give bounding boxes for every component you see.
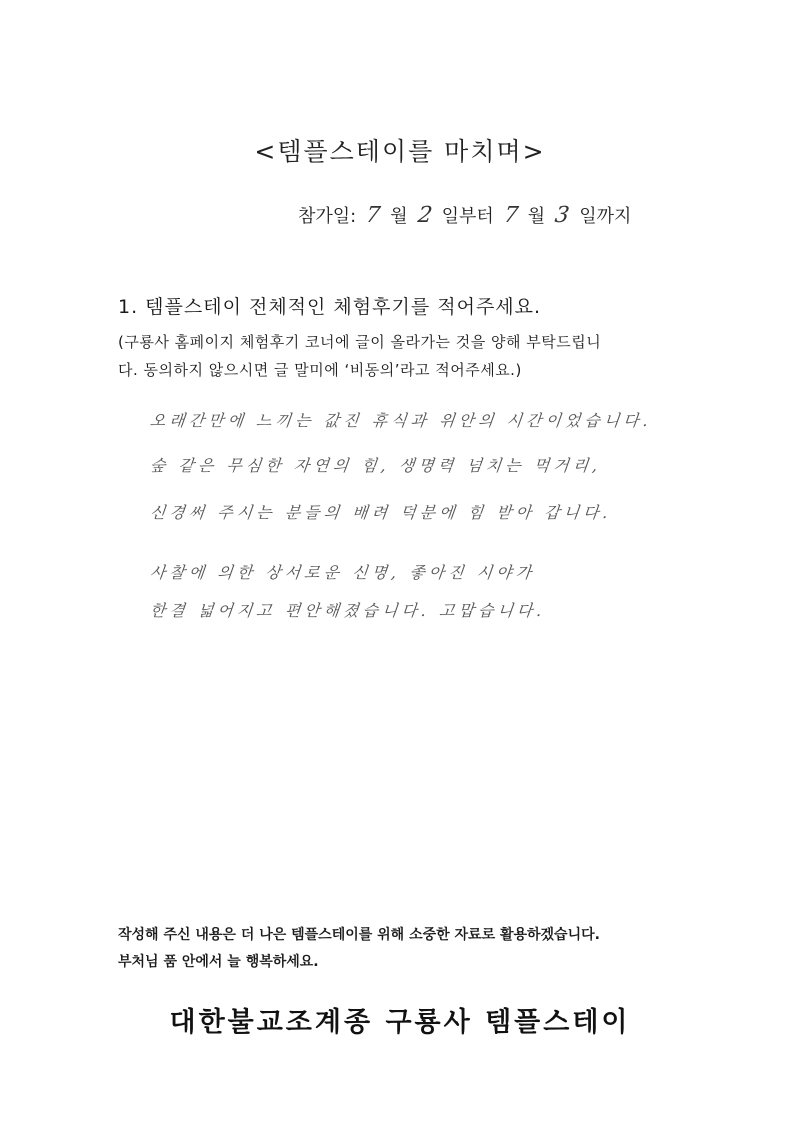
participation-label: 참가일: bbox=[298, 206, 357, 227]
question-heading: 1. 템플스테이 전체적인 체험후기를 적어주세요. bbox=[118, 296, 542, 318]
end-month-handwritten: 7 bbox=[502, 203, 520, 228]
handwritten-response-line: 숲 같은 무심한 자연의 힘, 생명력 넘치는 먹거리, bbox=[148, 456, 603, 475]
handwritten-response-line: 오래간만에 느끼는 값진 휴식과 위안의 시간이었습니다. bbox=[148, 411, 653, 430]
start-day-handwritten: 2 bbox=[415, 203, 434, 228]
question-note bbox=[118, 328, 698, 384]
footer-note bbox=[118, 922, 600, 976]
handwritten-response-line: 신경써 주시는 분들의 배려 덕분에 힘 받아 갑니다. bbox=[148, 503, 613, 522]
month-suffix-1: 월 bbox=[390, 206, 408, 227]
end-day-handwritten: 3 bbox=[553, 203, 571, 228]
end-suffix: 일까지 bbox=[579, 206, 632, 227]
month-suffix-2: 월 bbox=[527, 206, 546, 227]
participation-dates bbox=[298, 202, 631, 228]
handwritten-response-line: 사찰에 의한 상서로운 신명, 좋아진 시야가 bbox=[148, 563, 537, 582]
organization-name: 대한불교조계종 구룡사 템플스테이 bbox=[169, 1007, 631, 1038]
question-note-line: 다. 동의하지 않으시면 글 말미에 ‘비동의’라고 적어주세요.) bbox=[118, 361, 522, 379]
start-suffix: 일부터 bbox=[441, 206, 494, 227]
question-note-line: (구룡사 홈페이지 체험후기 코너에 글이 올라가는 것을 양해 부탁드립니 bbox=[118, 333, 602, 351]
start-month-handwritten: 7 bbox=[364, 203, 382, 228]
footer-note-line: 부처님 품 안에서 늘 행복하세요. bbox=[118, 954, 319, 970]
handwritten-response-line: 한결 넓어지고 편안해졌습니다. 고맙습니다. bbox=[148, 601, 547, 620]
footer-note-line: 작성해 주신 내용은 더 나은 템플스테이를 위해 소중한 자료로 활용하겠습니다. bbox=[118, 927, 600, 943]
document-title: <템플스테이를 마치며> bbox=[254, 137, 546, 166]
